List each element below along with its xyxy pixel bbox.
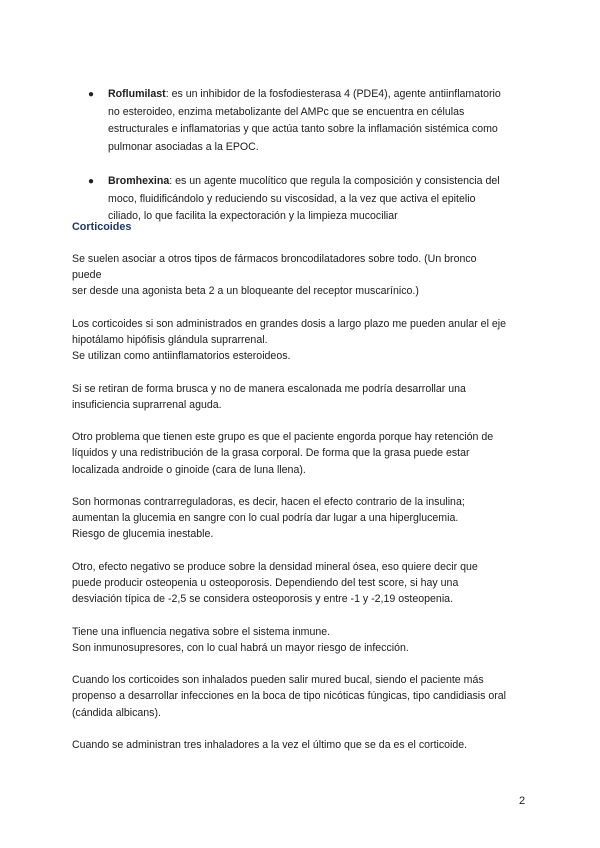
paragraph-glucemia	[72, 494, 532, 543]
section-content	[72, 251, 532, 769]
paragraph-line: puede	[72, 269, 102, 282]
paragraph-line: Los corticoides si son administrados en grandes dosis a largo plazo me pueden anular el eje	[72, 317, 507, 330]
paragraph-line: Otro problema que tienen este grupo es que el paciente engorda porque hay retención de	[72, 431, 494, 444]
bullet-list	[88, 86, 528, 243]
paragraph-sistema-inmune	[72, 624, 532, 656]
paragraph-line: Cuando los corticoides son inhalados pueden salir mured bucal, siendo el paciente más	[72, 674, 484, 687]
paragraph-line: insuficiencia suprarrenal aguda.	[72, 398, 222, 411]
paragraph-line: hipotálamo hipófisis glándula suprarrenal.	[72, 334, 268, 346]
paragraph-line: Son inmunosupresores, con lo cual habrá un mayor riesgo de infección.	[72, 641, 409, 654]
paragraph-asociacion	[72, 251, 532, 300]
bullet-item-roflumilast	[88, 86, 528, 156]
paragraph-retirada	[72, 381, 532, 413]
paragraph-line: Son hormonas contrarreguladoras, es decir, hacen el efecto contrario de la insulina;	[72, 495, 465, 508]
bullet-line: estructurales e inflamatorias y que actúa tanto sobre la inflamación sistémica como	[108, 123, 498, 135]
paragraph-line: puede producir osteopenia u osteoporosis. Dependiendo del test score, si hay una	[72, 576, 459, 589]
paragraph-retencion-liquidos	[72, 429, 532, 478]
paragraph-densidad-osea	[72, 559, 532, 608]
section-title: Corticoides	[72, 221, 132, 233]
paragraph-inhalados	[72, 672, 532, 721]
paragraph-line: Tiene una influencia negativa sobre el sistema inmune.	[72, 625, 331, 638]
paragraph-line: Otro, efecto negativo se produce sobre la densidad mineral ósea, eso quiere decir que	[72, 560, 478, 573]
bullet-line	[108, 173, 528, 191]
paragraph-line: localizada androide o ginoide (cara de luna llena).	[72, 463, 306, 476]
bullet-line	[108, 86, 528, 104]
paragraph-line: Se utilizan como antiinflamatorios esteroideos.	[72, 350, 291, 363]
bullet-text: : es un agente mucolítico que regula la composición y consistencia del	[169, 175, 500, 187]
bullet-term: Roflumilast	[108, 88, 166, 100]
bullet-term: Bromhexina	[108, 175, 170, 187]
paragraph-tres-inhaladores	[72, 737, 532, 753]
paragraph-line: Cuando se administran tres inhaladores a la vez el último que se da es el corticoide.	[72, 738, 468, 751]
paragraph-line: Riesgo de glucemia inestable.	[72, 528, 214, 541]
paragraph-line: líquidos y una redistribución de la grasa corporal. De forma que la grasa puede estar	[72, 447, 470, 460]
bullet-line: pulmonar asociadas a la EPOC.	[108, 140, 259, 153]
paragraph-line: propenso a desarrollar infecciones en la boca de tipo nicóticas fúngicas, tipo candidiasis oral	[72, 690, 507, 703]
bullet-line: no esteroideo, enzima metabolizante del AMPc que se encuentra en células	[108, 105, 465, 118]
paragraph-eje-hipotalamo	[72, 316, 532, 365]
paragraph-line: (cándida albicans).	[72, 706, 161, 719]
paragraph-line: aumentan la glucemia en sangre con lo cual podría dar lugar a una hiperglucemia.	[72, 512, 459, 525]
bullet-dot-icon: ●	[88, 176, 95, 187]
page-number: 2	[519, 795, 526, 807]
bullet-item-bromhexina	[88, 173, 528, 226]
paragraph-line: Si se retiran de forma brusca y no de manera escalonada me podría desarrollar una	[72, 382, 466, 395]
paragraph-line: ser desde una agonista beta 2 a un bloqueante del receptor muscarínico.)	[72, 285, 419, 298]
paragraph-line: desviación típica de -2,5 se considera osteoporosis y entre -1 y -2,19 osteopenia.	[72, 593, 454, 606]
bullet-text: : es un inhibidor de la fosfodiesterasa 4 (PDE4), agente antiinflamatorio	[165, 88, 501, 100]
bullet-line: ciliado, lo que facilita la expectoración y la limpieza mucociliar	[108, 210, 398, 222]
bullet-dot-icon: ●	[88, 89, 95, 100]
paragraph-line: Se suelen asociar a otros tipos de fármacos broncodilatadores sobre todo. (Un bronco	[72, 253, 477, 265]
bullet-line: moco, fluidificándolo y reduciendo su viscosidad, a la vez que activa el epitelio	[108, 192, 476, 205]
